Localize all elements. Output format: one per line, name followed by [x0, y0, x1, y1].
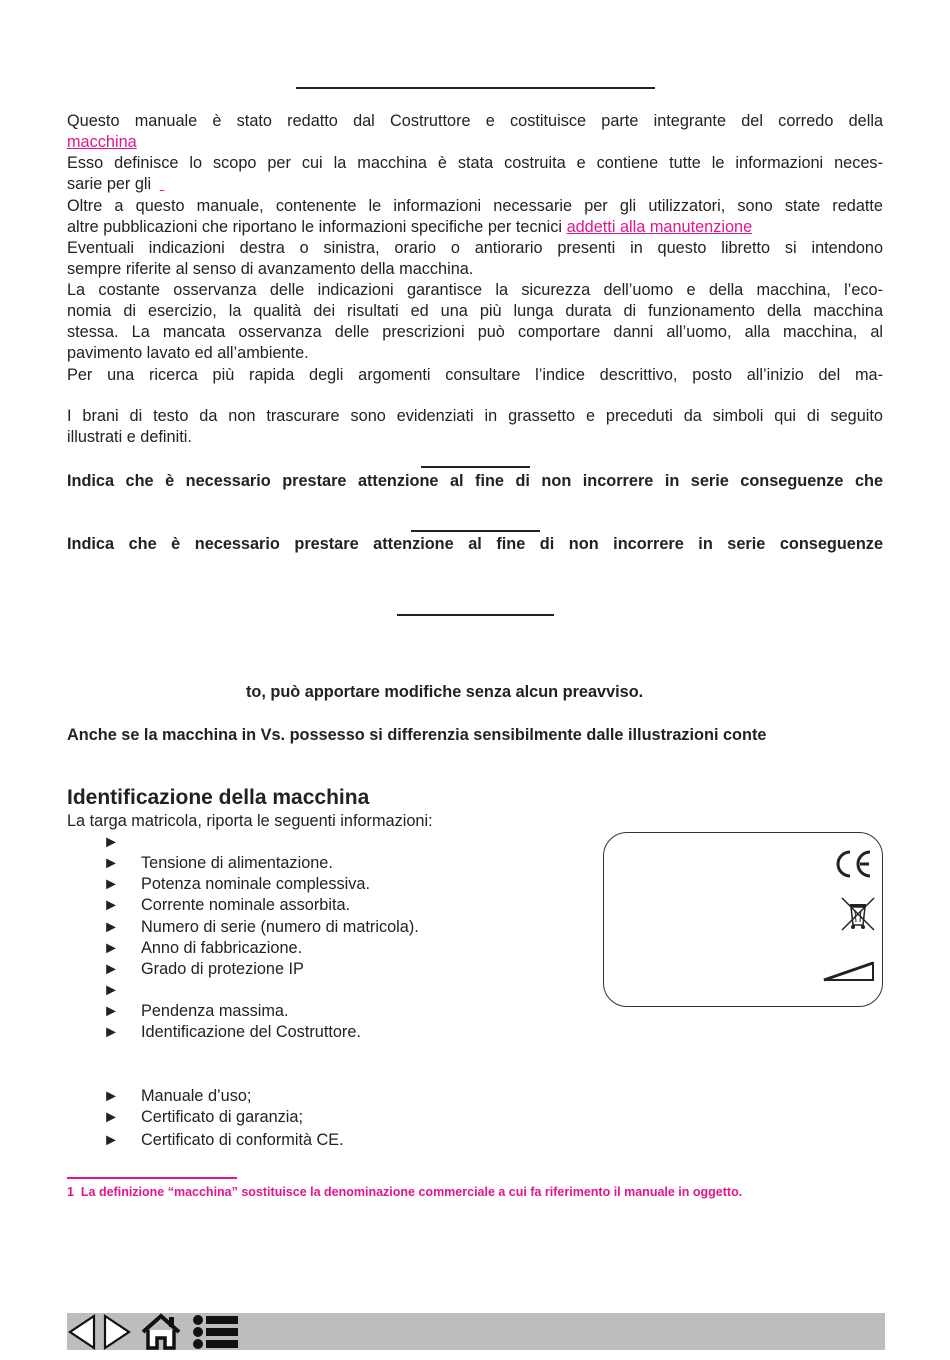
users-link-blank[interactable]	[160, 174, 232, 195]
intro-line-5: altre pubblicazioni che riportano le informazioni specifiche per tecnici addetti alla manutenzione	[67, 218, 753, 236]
slope-icon	[822, 959, 876, 983]
intro-line-12: Per una ricerca più rapida degli argomenti consultare l’indice descrittivo, posto all’inizio del ma-	[67, 366, 883, 384]
list-item: ► Pendenza massima.	[103, 1002, 289, 1020]
list-item	[103, 832, 141, 853]
list-item: ► Corrente nominale assorbita.	[103, 896, 351, 914]
bullet-arrow-icon: ►	[103, 896, 120, 914]
title-rule	[296, 87, 655, 89]
list-item: ► Grado di protezione IP	[103, 960, 304, 978]
footer-nav-bar	[67, 1313, 885, 1350]
note-3-rule	[397, 614, 554, 616]
weee-bin-icon	[840, 896, 876, 932]
intro-line-13: I brani di testo da non trascurare sono evidenziati in grassetto e preceduti da simboli qui di seguito	[67, 407, 883, 425]
note-2-text: Indica che è necessario prestare attenzione al fine di non incorrere in serie conseguenze	[67, 535, 883, 553]
bullet-arrow-icon: ►	[103, 854, 120, 872]
bullet-arrow-icon: ►	[103, 1002, 120, 1020]
section-heading: Identificazione della macchina	[67, 786, 370, 809]
intro-line-3: sarie per gli	[67, 174, 232, 195]
bullet-arrow-icon: ►	[103, 875, 120, 893]
list-item: ► Tensione di alimentazione.	[103, 854, 333, 872]
list-item: ► Potenza nominale complessiva.	[103, 875, 370, 893]
bullet-arrow-icon: ►	[103, 1087, 120, 1105]
note-1-text: Indica che è necessario prestare attenzione al fine di non incorrere in serie conseguenze che	[67, 472, 883, 490]
home-icon[interactable]	[140, 1313, 182, 1351]
bullet-arrow-icon: ►	[103, 1131, 120, 1149]
bullet-arrow-icon: ►	[103, 918, 120, 936]
ce-mark-icon	[834, 849, 874, 879]
list-item: ► Certificato di conformità CE.	[103, 1131, 344, 1149]
bullet-arrow-icon: ►	[103, 1108, 120, 1126]
intro-line-8: La costante osservanza delle indicazioni garantisce la sicurezza dell’uomo e della macchina, l’eco-	[67, 281, 883, 299]
intro-line-4: Oltre a questo manuale, contenente le informazioni necessarie per gli utilizzatori, sono state redatte	[67, 197, 883, 215]
intro-line-6: Eventuali indicazioni destra o sinistra, orario o antiorario presenti in questo libretto si intendono	[67, 239, 883, 257]
list-item: ► Manuale d’uso;	[103, 1087, 252, 1105]
index-list-icon[interactable]	[192, 1313, 240, 1351]
intro-line-10: stessa. La mancata osservanza delle prescrizioni può comportare danni all’uomo, alla macchina, al	[67, 323, 883, 341]
intro-line-14: illustrati e definiti.	[67, 428, 192, 446]
footnote: 1 La definizione “macchina” sostituisce la denominazione commerciale a cui fa riferimento il manuale in oggetto.	[67, 1185, 743, 1199]
bullet-arrow-icon: ►	[103, 1023, 120, 1041]
next-page-icon[interactable]	[102, 1313, 132, 1351]
maintenance-link[interactable]: addetti alla manutenzione	[566, 218, 753, 236]
list-item: ► Anno di fabbricazione.	[103, 939, 303, 957]
intro-line-1: Questo manuale è stato redatto dal Costruttore e costituisce parte integrante del corredo della	[67, 112, 883, 130]
bullet-arrow-icon: ►	[103, 939, 120, 957]
footnote-rule	[67, 1177, 237, 1179]
list-item	[103, 980, 141, 1001]
note-4-text: Anche se la macchina in Vs. possesso si differenzia sensibilmente dalle illustrazioni conte	[67, 726, 767, 744]
bullet-arrow-icon: ►	[103, 981, 120, 999]
intro-line-9: nomia di esercizio, la qualità dei risultati ed una più lunga durata di funzionamento della macchina	[67, 302, 883, 320]
note-2-rule	[411, 530, 540, 532]
note-3-text: to, può apportare modifiche senza alcun preavviso.	[246, 683, 644, 701]
list-item: ► Identificazione del Costruttore.	[103, 1023, 361, 1041]
macchina-link[interactable]: macchina	[67, 133, 137, 151]
intro-line-link	[67, 132, 137, 153]
plate-intro: La targa matricola, riporta le seguenti informazioni:	[67, 812, 433, 830]
bullet-arrow-icon: ►	[103, 833, 120, 851]
list-item: ► Numero di serie (numero di matricola).	[103, 918, 419, 936]
intro-line-2: Esso definisce lo scopo per cui la macchina è stata costruita e contiene tutte le informazioni neces-	[67, 154, 883, 172]
intro-line-7: sempre riferite al senso di avanzamento della macchina.	[67, 260, 474, 278]
bullet-arrow-icon: ►	[103, 960, 120, 978]
serial-plate	[603, 832, 883, 1007]
note-1-rule	[421, 466, 530, 468]
intro-line-11: pavimento lavato ed all’ambiente.	[67, 344, 309, 362]
list-item: ► Certificato di garanzia;	[103, 1108, 303, 1126]
prev-page-icon[interactable]	[67, 1313, 97, 1351]
